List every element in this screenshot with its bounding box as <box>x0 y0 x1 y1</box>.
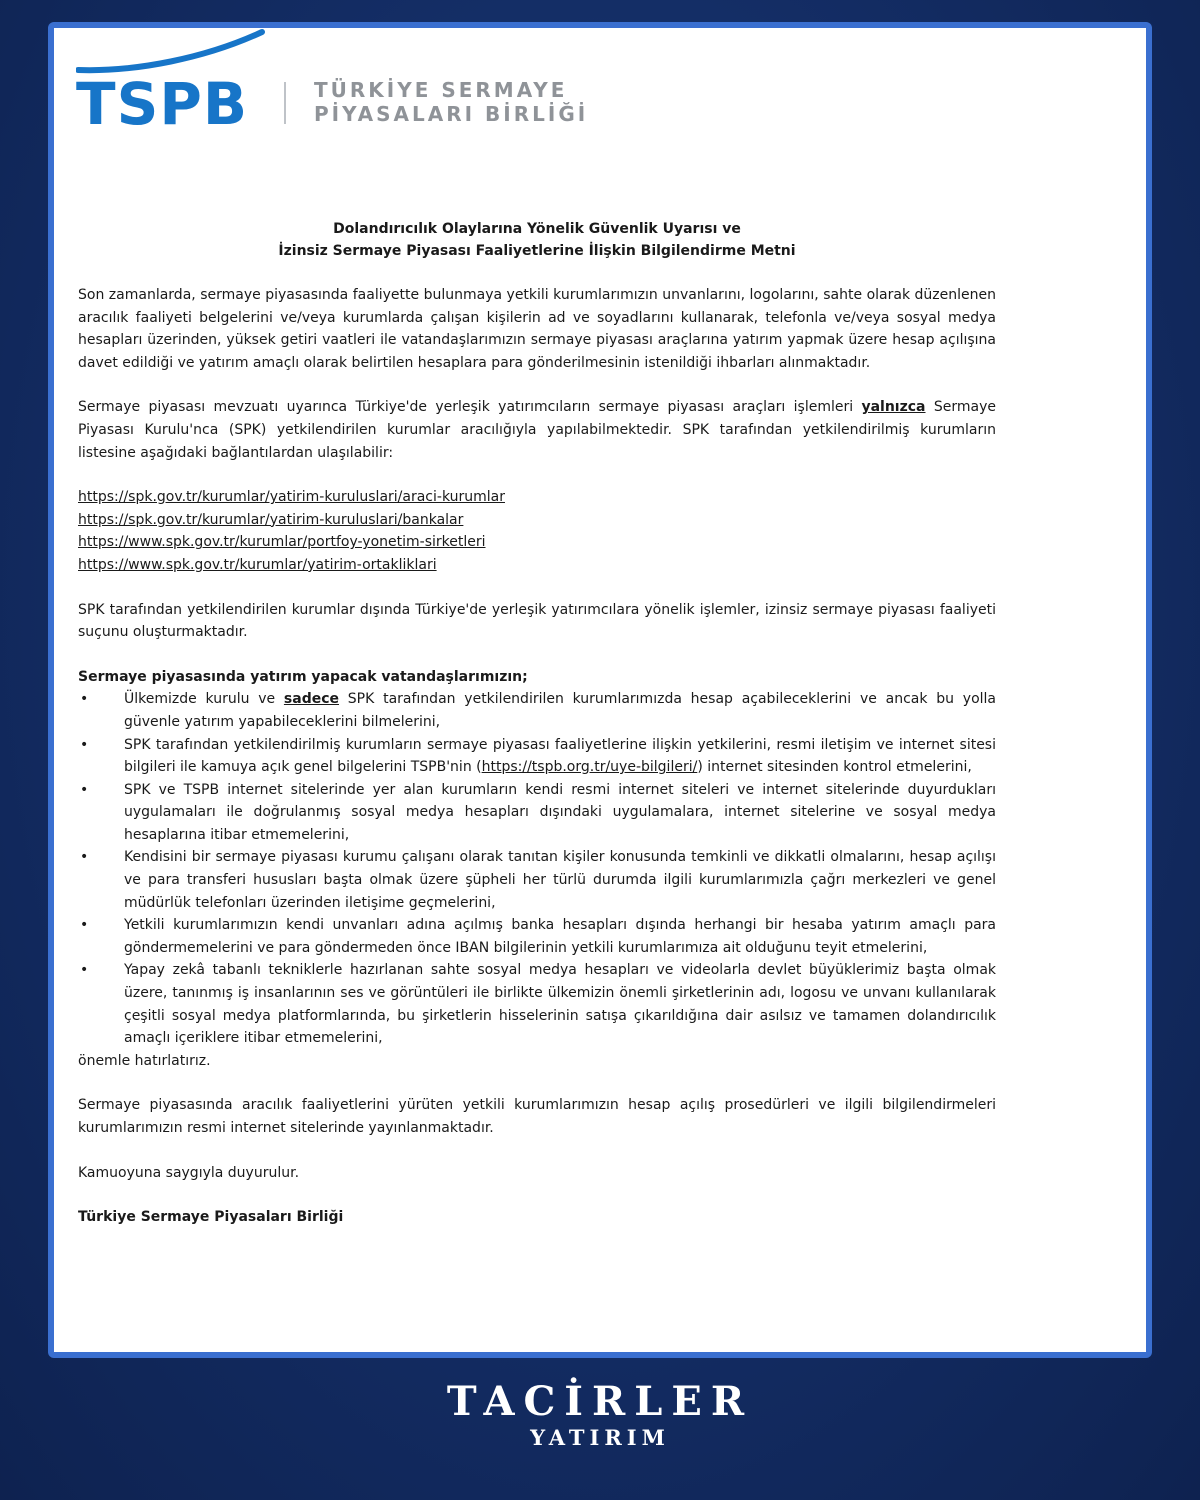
paragraph-3: SPK tarafından yetkilendirilen kurumlar dışında Türkiye'de yerleşik yatırımcılara yönelik işlemler, izinsiz sermaye piyasası faaliyeti suçunu oluşturmaktadır. <box>78 601 996 641</box>
warning-list <box>78 688 996 1050</box>
list-item <box>78 779 996 847</box>
brand-main-text: TACİRLER <box>446 1378 754 1425</box>
tspb-member-info-link[interactable]: https://tspb.org.tr/uye-bilgileri/ <box>481 759 698 776</box>
spk-link-portfoy-yonetim[interactable]: https://www.spk.gov.tr/kurumlar/portfoy-yonetim-sirketleri <box>78 534 486 551</box>
tspb-logo <box>76 28 636 138</box>
bullet-icon: • <box>80 736 89 753</box>
paragraph-2-text-a: Sermaye piyasası mevzuatı uyarınca Türkiye'de yerleşik yatırımcıların sermaye piyasası araçları işlemleri <box>78 399 862 416</box>
bullet-5-text: Yetkili kurumlarımızın kendi unvanları adına açılmış banka hesapları dışında herhangi bir hesaba yatırım amaçlı para göndermemelerini ve para göndermeden önce IBAN bilgilerinin yetkili kurumlarımıza ait olduğunu teyit etmelerini, <box>124 917 996 956</box>
bullet-icon: • <box>80 849 89 866</box>
list-closing: önemle hatırlatırız. <box>78 1052 211 1069</box>
bullet-icon: • <box>80 917 89 934</box>
bullet-4-text: Kendisini bir sermaye piyasası kurumu çalışanı olarak tanıtan kişiler konusunda temkinli ve dikkatli olmalarını, hesap açılışı ve para transferi hususları başta olmak üzere şüpheli her türlü durumda ilgili kurumlarımızla çağrı merkezleri ve genel müdürlük telefonları üzerinden iletişime geçmelerini, <box>124 849 996 911</box>
bullet-6-text: Yapay zekâ tabanlı tekniklerle hazırlanan sahte sosyal medya hesapları ve videolarla devlet büyüklerimiz başta olmak üzere, tanınmış iş insanlarının ses ve görüntüleri ile birlikte ülkemizin önemli şirketlerinin adı, logosu ve unvanı kullanılarak çeşitli sosyal medya platformlarında, bu şirketlerin hisselerinin satışa çıkarıldığına dair asılsız ve tamamen dolandırıcılık amaçlı içeriklere itibar etmemelerini, <box>124 962 996 1047</box>
logo-mark: TSPB <box>76 70 249 138</box>
list-item <box>78 846 996 914</box>
paragraph-4: Sermaye piyasasında aracılık faaliyetlerini yürüten yetkili kurumlarımızın hesap açılış prosedürleri ve ilgili bilgilendirmeleri kurumlarımızın resmi internet sitelerinde yayınlanmaktadır. <box>78 1097 996 1136</box>
signature: Türkiye Sermaye Piyasaları Birliği <box>78 1209 344 1226</box>
logo-divider <box>284 82 286 124</box>
bullet-2-text-b: ) internet sitesinden kontrol etmelerini, <box>697 759 972 776</box>
bullet-3-text: SPK ve TSPB internet sitelerinde yer alan kurumların kendi resmi internet siteleri ve internet sitelerinde duyurdukları uygulamaları ile doğrulanmış sosyal medya hesapları dışındaki uygulamalara, internet sitelerine ve sosyal medya hesaplarına itibar etmemelerini, <box>124 781 996 843</box>
list-item <box>78 734 996 779</box>
paragraph-1: Son zamanlarda, sermaye piyasasında faaliyette bulunmaya yetkili kurumlarımızın unvanlarını, logolarını, sahte olarak düzenlenen aracılık faaliyeti belgelerini ve/veya kurumlarda çalışan kişilerin ad ve soyadlarını kullanarak, telefonla ve/veya sosyal medya hesapları üzerinden, yüksek getiri vaatleri ile vatandaşlarımızın sermaye piyasası araçlarına yatırım yapmak üzere hesap açılışına davet edildiği ve yatırım amaçlı olarak belirtilen hesaplara para gönderilmesinin istenildiği ihbarları alınmaktadır. <box>78 287 996 371</box>
bullet-icon: • <box>80 691 89 708</box>
bullet-icon: • <box>80 781 89 798</box>
bullet-1-text-a: Ülkemizde kurulu ve <box>124 691 284 708</box>
document-body <box>78 218 996 1229</box>
brand-sub-text: YATIRIM <box>530 1425 670 1450</box>
document-paper <box>54 28 1146 1352</box>
list-heading: Sermaye piyasasında yatırım yapacak vatandaşlarımızın; <box>78 668 528 685</box>
closing-line: Kamuoyuna saygıyla duyurulur. <box>78 1164 300 1181</box>
bullet-1-emphasis: sadece <box>283 691 340 708</box>
list-item <box>78 688 996 733</box>
list-item <box>78 959 996 1049</box>
tacirler-yatirim-logo <box>0 1378 1200 1450</box>
list-item <box>78 914 996 959</box>
document-title <box>78 218 996 262</box>
spk-link-bankalar[interactable]: https://spk.gov.tr/kurumlar/yatirim-kuruluslari/bankalar <box>78 511 464 528</box>
bullet-2-text-a: SPK tarafından yetkilendirilmiş kurumların sermaye piyasası faaliyetlerine ilişkin yetkilerini, resmi iletişim ve internet sitesi bilgileri ile kamuya açık genel bilgelerini TSPB'nin ( <box>124 736 996 776</box>
logo-org-line2: PİYASALARI BİRLİĞİ <box>314 102 589 126</box>
title-line-2: İzinsiz Sermaye Piyasası Faaliyetlerine İlişkin Bilgilendirme Metni <box>278 243 796 259</box>
paragraph-2-emphasis: yalnızca <box>861 399 926 416</box>
spk-link-yatirim-ortakliklari[interactable]: https://www.spk.gov.tr/kurumlar/yatirim-ortakliklari <box>78 556 437 573</box>
title-line-1: Dolandırıcılık Olaylarına Yönelik Güvenlik Uyarısı ve <box>333 221 741 237</box>
bullet-icon: • <box>80 962 89 979</box>
logo-org-line1: TÜRKİYE SERMAYE <box>314 78 568 102</box>
bullet-1-text-b: SPK tarafından yetkilendirilen kurumlarımızda hesap açabileceklerini ve ancak bu yolla güvenle yatırım yapabileceklerini bilmelerini, <box>124 691 996 730</box>
spk-links-list <box>78 486 996 576</box>
spk-link-araci-kurumlar[interactable]: https://spk.gov.tr/kurumlar/yatirim-kuruluslari/araci-kurumlar <box>78 489 505 506</box>
paragraph-2-text-b: Sermaye Piyasası Kurulu'nca (SPK) yetkilendirilen kurumlar aracılığıyla yapılabilmektedir. SPK tarafından yetkilendirilmiş kurumların listesine aşağıdaki bağlantılardan ulaşılabilir: <box>78 399 996 461</box>
paragraph-2 <box>78 396 996 464</box>
